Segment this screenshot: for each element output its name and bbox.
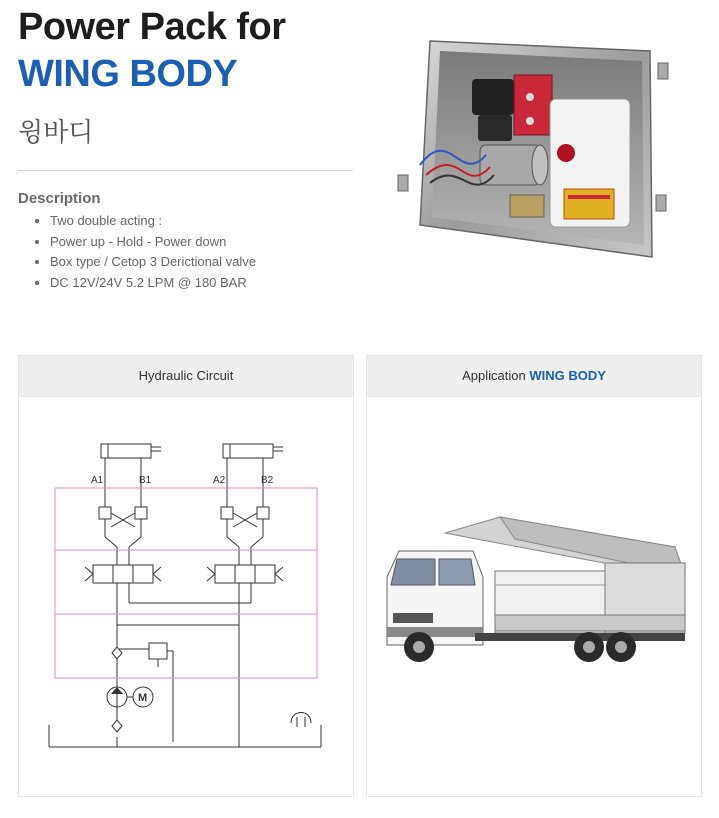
description-item: • Two double acting : (50, 211, 256, 232)
port-label-b1: B1 (139, 475, 152, 486)
page-title-korean: 윙바디 (18, 118, 94, 148)
application-title-accent: WING BODY (529, 368, 606, 383)
port-label-a2: A2 (213, 475, 226, 486)
page-title-line1: Power Pack for (18, 6, 286, 48)
application-panel (366, 355, 702, 797)
application-body (367, 397, 701, 796)
port-label-a1: A1 (91, 475, 104, 486)
hydraulic-circuit-body (19, 397, 353, 796)
page-title-line2: WING BODY (18, 53, 238, 95)
application-title-prefix: Application (462, 368, 526, 383)
description-list (32, 211, 256, 293)
wing-body-truck-image (375, 515, 693, 675)
hydraulic-circuit-panel (18, 355, 354, 797)
description-item: • DC 12V/24V 5.2 LPM @ 180 BAR (50, 273, 256, 294)
divider (18, 170, 353, 171)
hydraulic-circuit-title: Hydraulic Circuit (19, 356, 353, 397)
power-pack-photo (390, 35, 675, 265)
port-label-b2: B2 (261, 475, 274, 486)
hydraulic-circuit-diagram (19, 397, 353, 796)
description-item: • Box type / Cetop 3 Derictional valve (50, 252, 256, 273)
motor-label: M (138, 692, 148, 704)
description-heading: Description (18, 190, 101, 207)
application-title (367, 356, 701, 397)
description-item: • Power up - Hold - Power down (50, 232, 256, 253)
